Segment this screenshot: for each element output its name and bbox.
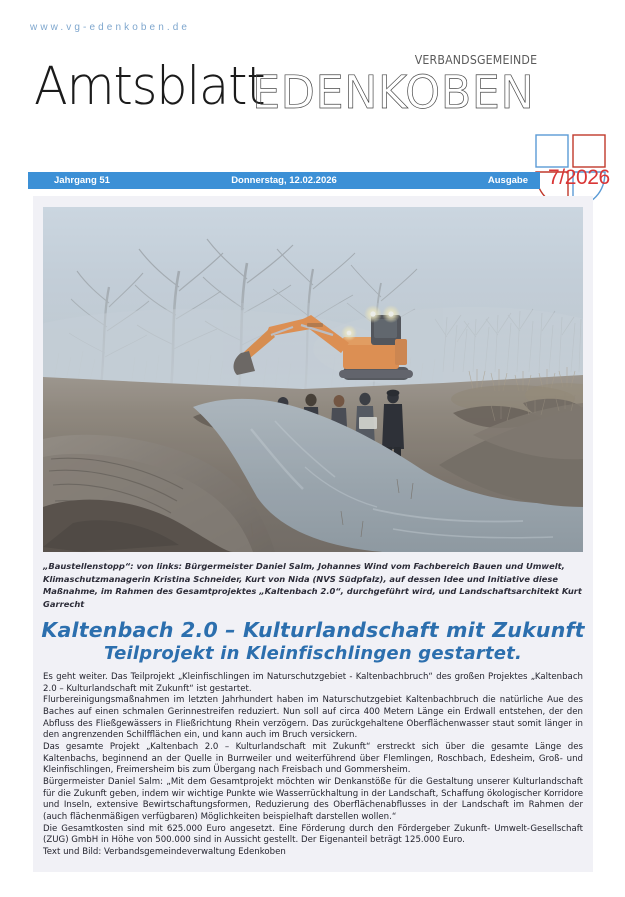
issue-info-bar: [28, 172, 540, 189]
publication-date: Donnerstag, 12.02.2026: [231, 175, 337, 186]
edition-label: Ausgabe: [487, 175, 528, 186]
publication-title: Amtsblatt: [34, 56, 265, 117]
article-paragraph: Das gesamte Projekt „Kaltenbach 2.0 – Kulturlandschaft mit Zukunft“ erstreckt sich über die gesamte Länge des Kaltenbachs, beginnend an der Quelle in Burrweiler und weiterführend über Flemlingen, Roschbach, Edesheim, Groß- und Kleinfischlingen, Freimersheim bis zum Übergang nach Freisbach und Gommersheim.: [43, 741, 583, 776]
article-photo: [43, 207, 583, 552]
masthead: [0, 52, 625, 161]
photo-caption: „Baustellenstopp“: von links: Bürgermeister Daniel Salm, Johannes Wind vom Fachbereich Bauen und Umwelt, Klimaschutzmanagerin Kristina Schneider, Kurt von Nida (NVS Südpfalz), auf dessen Idee und Initiative diese Maßnahme, im Rahmen des Gesamtprojektes „Kaltenbach 2.0“, durchgeführt wird, und Landschaftsarchitekt Kurt Garrecht: [43, 561, 582, 609]
article-credit: Text und Bild: Verbandsgemeindeverwaltung Edenkoben: [43, 846, 286, 857]
article-body: [43, 672, 583, 859]
municipality-wordmark: [252, 52, 538, 119]
article-headline: [33, 618, 593, 665]
article-paragraph: Es geht weiter. Das Teilprojekt „Kleinfischlingen im Naturschutzgebiet - Kaltenbachbruch“ des großen Projektes „Kaltenbach 2.0 – Kulturlandschaft mit Zukunft“ ist gestartet.: [43, 672, 583, 694]
article-paragraph: Bürgermeister Daniel Salm: „Mit dem Gesamtprojekt möchten wir Denkanstöße für die Gestaltung unserer Kulturlandschaft für die Zukunft geben, indem wir wichtige Punkte wie Wasserrückhaltung in der Landschaft, Schaffung ökologischer Korridore und Inseln, extensive Bewirtschaftungsformen, Reduzierung des Oberflächenabflusses in der Landschaft im Rahmen der (auch flächenmäßigen verfügbaren) Möglichkeiten beispielhaft darstellen wollen.“: [43, 776, 583, 822]
issue-number: 7/2026: [548, 166, 610, 189]
article-paragraph: Flurbereinigungsmaßnahmen im letzten Jahrhundert haben im Naturschutzgebiet Kaltenbachbruch die natürliche Aue des Baches auf einen schmalen Gerinnestreifen reduziert. Nun soll auf circa 400 Metern Länge ein Erdwall entstehen, der den Abfluss des Fließgewässers in Fließrichtung Rhein verzögern. Das zurückgehaltene Oberflächenwasser staut somit länger in den angrenzenden Schilfflächen ein, und kann auch im Bruch versickern.: [43, 695, 583, 741]
municipality-supertitle: VERBANDSGEMEINDE: [414, 52, 538, 67]
website-url[interactable]: www.vg-edenkoben.de: [30, 22, 191, 33]
article-paragraph: Die Gesamtkosten sind mit 625.000 Euro angesetzt. Eine Förderung durch den Fördergeber Zukunft- Umwelt-Gesellschaft (ZUG) GmbH in Höhe von 500.000 sind in Aussicht gestellt. Der Eigenanteil beträgt 125.000 Euro.: [43, 823, 583, 846]
headline-line-1: Kaltenbach 2.0 – Kulturlandschaft mit Zukunft: [41, 618, 585, 642]
municipality-name: EDENKOBEN: [252, 66, 535, 119]
headline-line-2: Teilprojekt in Kleinfischlingen gestartet.: [103, 643, 523, 664]
volume-label: Jahrgang 51: [54, 175, 110, 186]
